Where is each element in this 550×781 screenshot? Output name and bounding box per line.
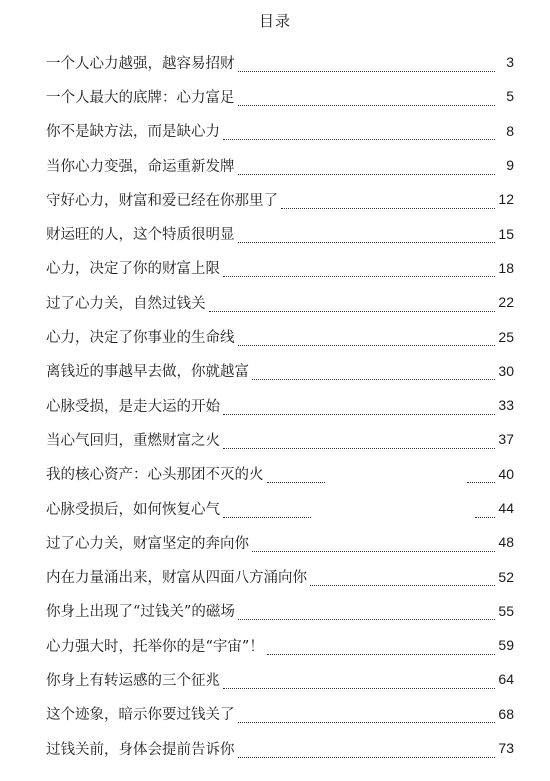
- dot-leader: [475, 503, 495, 518]
- dot-leader: [238, 228, 496, 243]
- dot-leader: [238, 605, 495, 620]
- toc-entry: [46, 319, 514, 353]
- toc-entry: [46, 182, 514, 216]
- toc-entry-text: 财运旺的人，这个特质很明显: [46, 227, 235, 244]
- dot-leader: [267, 468, 325, 483]
- toc-entry: [46, 285, 514, 319]
- toc-entry-page: 64: [498, 671, 514, 688]
- toc-entry: [46, 216, 514, 250]
- toc-entry-page: 33: [498, 397, 514, 414]
- dot-leader: [238, 91, 496, 106]
- dot-leader: [238, 708, 496, 723]
- toc-entry-text: 你身上有转运感的三个征兆: [46, 672, 220, 689]
- toc-entry: [46, 79, 514, 113]
- toc-entry-page: 59: [498, 637, 514, 654]
- toc-title: 目录: [258, 12, 291, 30]
- toc-entry-page: 52: [498, 568, 514, 585]
- dot-leader: [252, 537, 495, 552]
- toc-entry: [46, 628, 514, 662]
- dot-leader: [223, 434, 495, 449]
- toc-entry-page: 18: [498, 259, 514, 276]
- dot-leader: [252, 365, 495, 380]
- toc-entry: [46, 354, 514, 388]
- toc-entry: [46, 731, 514, 765]
- toc-entry-page: 37: [498, 431, 514, 448]
- toc-entry-page: 30: [498, 362, 514, 379]
- toc-entry-text: 当你心力变强，命运重新发牌: [46, 158, 235, 175]
- toc-list: [46, 45, 514, 765]
- toc-entry-page: 9: [506, 157, 514, 174]
- toc-entry-page: 12: [498, 191, 514, 208]
- dot-leader: [238, 160, 496, 175]
- toc-entry-page: 55: [498, 602, 514, 619]
- dot-leader: [267, 640, 495, 655]
- toc-entry-text: 当心气回归，重燃财富之火: [46, 432, 220, 449]
- toc-entry-text: 你不是缺方法，而是缺心力: [46, 124, 220, 141]
- toc-entry-text: 一个人心力越强，越容易招财: [46, 55, 235, 72]
- toc-entry: [46, 114, 514, 148]
- toc-entry-text: 心脉受损，是走大运的开始: [46, 398, 220, 415]
- toc-entry-page: 40: [498, 465, 514, 482]
- dot-leader: [310, 571, 495, 586]
- toc-entry-page: 25: [498, 328, 514, 345]
- toc-entry-text: 离钱近的事越早去做，你就越富: [46, 364, 249, 381]
- toc-entry: [46, 559, 514, 593]
- toc-entry-text: 一个人最大的底牌：心力富足: [46, 89, 235, 106]
- toc-entry-page: 22: [498, 294, 514, 311]
- toc-entry-text: 心力，决定了你事业的生命线: [46, 330, 235, 347]
- toc-entry-text: 你身上出现了“过钱关”的磁场: [46, 604, 235, 621]
- toc-entry: [46, 45, 514, 79]
- toc-entry: [46, 388, 514, 422]
- toc-entry-text: 过钱关前，身体会提前告诉你: [46, 741, 235, 758]
- toc-entry-text: 心脉受损后，如何恢复心气: [46, 501, 220, 518]
- toc-entry-page: 68: [498, 705, 514, 722]
- toc-entry: [46, 148, 514, 182]
- dot-leader: [223, 262, 495, 277]
- dot-leader: [223, 674, 495, 689]
- toc-entry-text: 这个迹象，暗示你要过钱关了: [46, 707, 235, 724]
- dot-leader: [238, 331, 496, 346]
- toc-entry-page: 15: [498, 225, 514, 242]
- toc-entry-page: 73: [498, 740, 514, 757]
- toc-entry-text: 心力，决定了你的财富上限: [46, 261, 220, 278]
- dot-leader: [467, 468, 495, 483]
- toc-entry: [46, 491, 514, 525]
- toc-entry-text: 心力强大时，托举你的是“宇宙”！: [46, 638, 264, 655]
- dot-leader: [223, 125, 495, 140]
- dot-leader: [238, 743, 496, 758]
- toc-entry-page: 5: [506, 88, 514, 105]
- toc-entry-page: 44: [498, 500, 514, 516]
- toc-entry-page: 48: [498, 534, 514, 551]
- toc-entry: [46, 457, 514, 491]
- toc-entry-text: 过了心力关，自然过钱关: [46, 295, 206, 312]
- toc-entry: [46, 525, 514, 559]
- dot-leader: [281, 194, 495, 209]
- toc-entry-text: 过了心力关，财富坚定的奔向你: [46, 535, 249, 552]
- dot-leader: [238, 57, 496, 72]
- toc-entry: [46, 697, 514, 731]
- toc-entry: [46, 422, 514, 456]
- toc-entry-page: 8: [506, 122, 514, 139]
- toc-entry: [46, 251, 514, 285]
- toc-entry-text: 内在力量涌出来，财富从四面八方涌向你: [46, 570, 307, 587]
- toc-entry-page: 3: [506, 54, 514, 71]
- toc-entry-text: 守好心力，财富和爱已经在你那里了: [46, 192, 278, 209]
- toc-entry-text: 我的核心资产：心头那团不灭的火: [46, 467, 264, 484]
- toc-entry: [46, 594, 514, 628]
- toc-entry: [46, 662, 514, 696]
- dot-leader: [223, 400, 495, 415]
- dot-leader: [209, 297, 496, 312]
- dot-leader: [223, 503, 311, 518]
